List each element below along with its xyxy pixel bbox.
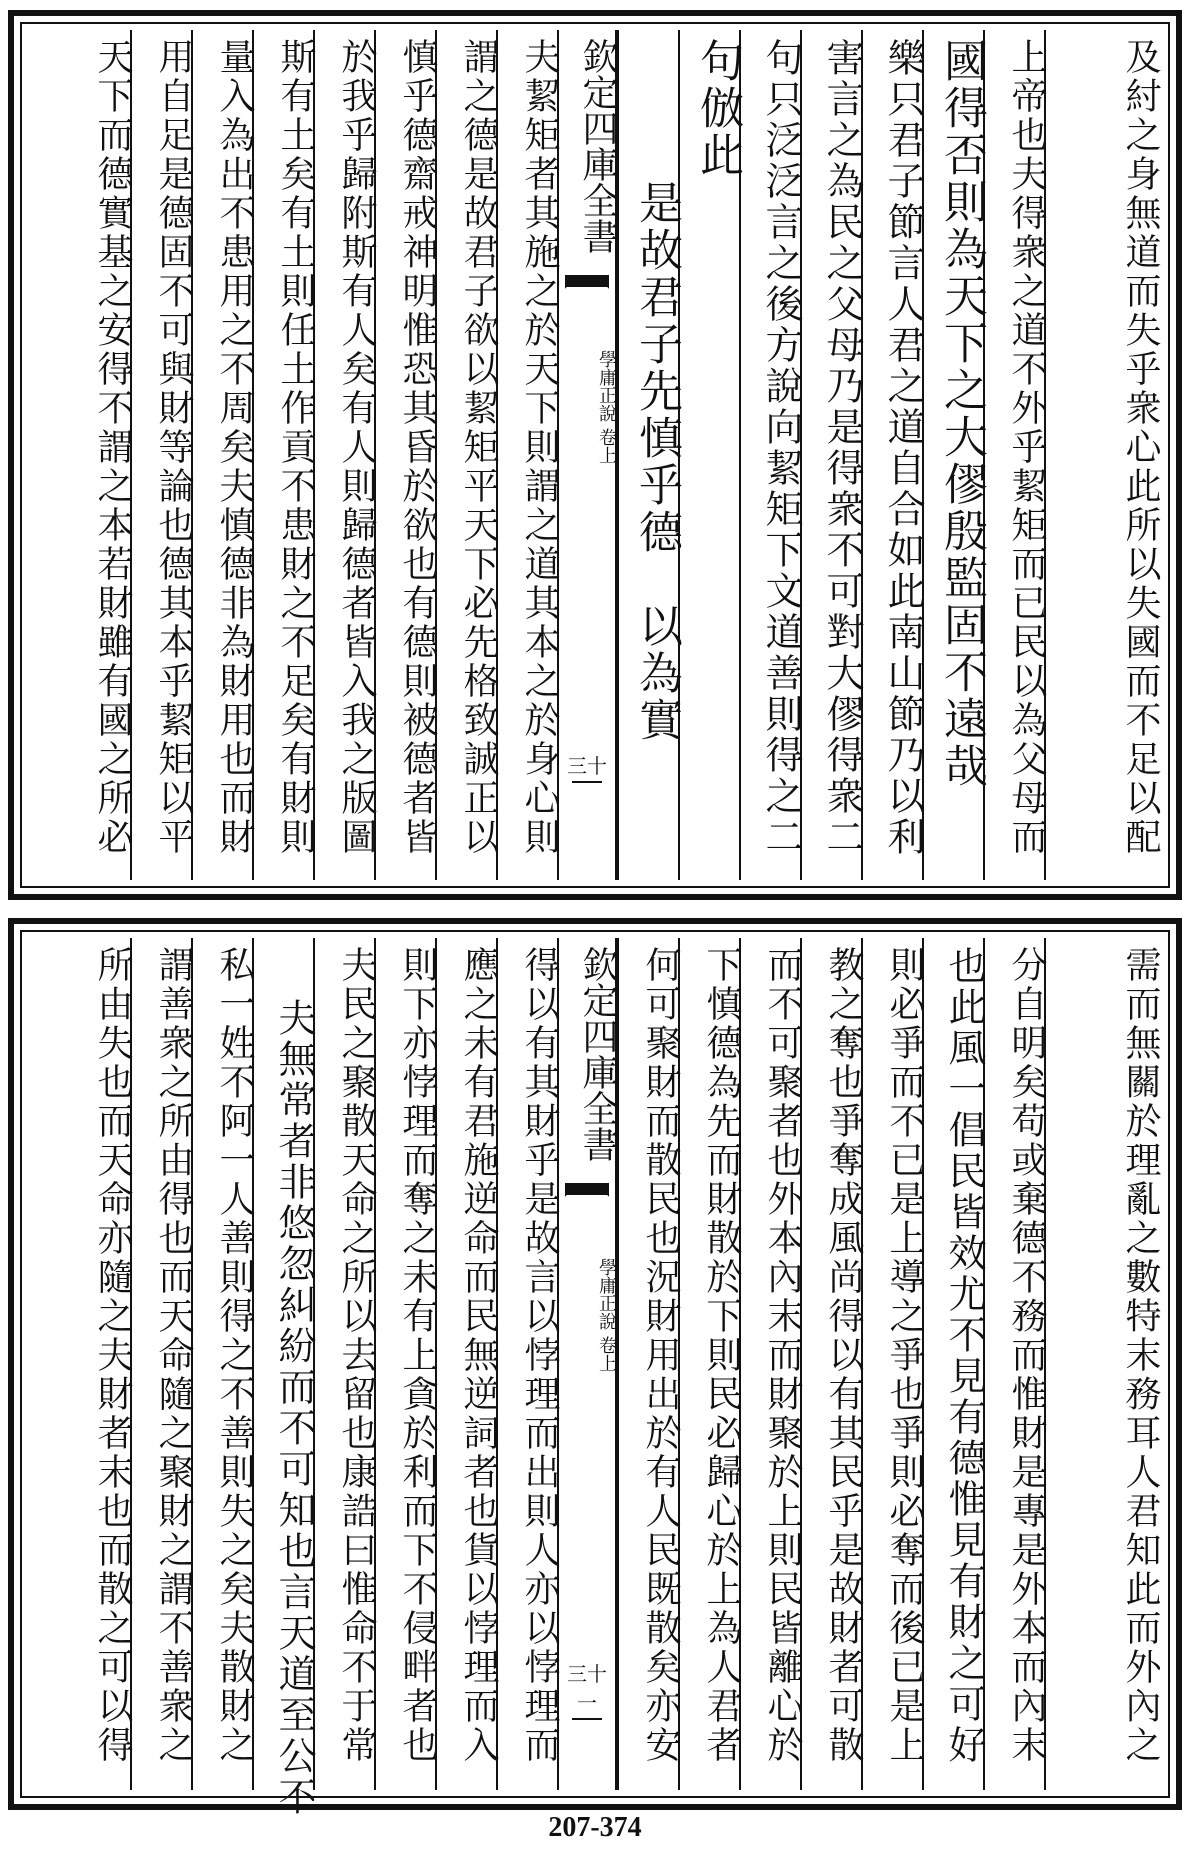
column-text: 教之奪也爭奪成風尚得以有其民乎是故財者可散 bbox=[823, 946, 864, 1765]
text-column bbox=[313, 30, 377, 880]
text-column bbox=[252, 938, 316, 1818]
text-column bbox=[1044, 938, 1161, 1790]
text-column bbox=[313, 938, 377, 1790]
text-column bbox=[922, 938, 986, 1790]
text-column bbox=[496, 30, 560, 880]
column-text: 量入為出不患用之不周矣夫慎德非為財用也而財 bbox=[214, 38, 255, 857]
column-text: 天下而德實基之安得不謂之本若財雖有國之所必 bbox=[92, 38, 133, 857]
column-text: 上帝也夫得衆之道不外乎絜矩而已民以為父母而 bbox=[1006, 38, 1047, 857]
text-column bbox=[1044, 30, 1161, 880]
leaf-number: 三十一 bbox=[559, 1658, 615, 1720]
column-text: 夫無常者非悠忽糾紛而不可知也言天道至公不 bbox=[272, 998, 316, 1818]
column-text: 需而無關於理亂之數特末務耳人君知此而外內之 bbox=[1120, 946, 1161, 1765]
upper-page bbox=[8, 10, 1182, 900]
column-text: 分自明矣苟或棄德不務而惟財是專是外本而內末 bbox=[1006, 946, 1047, 1765]
collection-title: 欽定四庫全書 bbox=[577, 38, 618, 254]
column-text: 謂之德是故君子欲以絜矩平天下必先格致誠正以 bbox=[458, 38, 499, 857]
column-text: 得以有其財乎是故言以悖理而出則人亦以悖理而 bbox=[519, 946, 560, 1765]
leaf-number: 三十 bbox=[559, 750, 615, 783]
column-text: 慎乎德齋戒神明惟恐其昏於欲也有德則被德者皆 bbox=[397, 38, 438, 857]
column-text: 害言之為民之父母乃是得衆不可對大僇得衆二 bbox=[820, 38, 864, 858]
book-title bbox=[559, 1258, 615, 1372]
text-column bbox=[191, 938, 255, 1790]
text-column bbox=[252, 30, 316, 880]
text-column bbox=[28, 938, 133, 1790]
fishtail-ornament bbox=[565, 275, 609, 301]
heading-text: 是故君子先慎乎德 以為實 bbox=[631, 180, 682, 744]
column-text: 樂只君子節言人君之道自合如此南山節乃以利 bbox=[881, 38, 925, 858]
text-column bbox=[861, 938, 925, 1790]
column-text: 也此風一倡民皆效尤不見有德惟見有財之可好 bbox=[942, 946, 986, 1766]
column-text: 下慎德為先而財散於下則民必歸心於上為人君者 bbox=[701, 946, 742, 1765]
text-column bbox=[861, 30, 925, 880]
text-column bbox=[800, 938, 864, 1790]
text-column bbox=[983, 30, 1047, 880]
column-text: 則下亦悖理而奪之未有上貪於利而下不侵畔者也 bbox=[397, 946, 438, 1765]
text-column bbox=[739, 938, 803, 1790]
column-text: 句倣此 bbox=[692, 38, 743, 179]
text-column bbox=[983, 938, 1047, 1790]
text-column bbox=[922, 30, 987, 880]
text-column bbox=[28, 30, 133, 880]
book-title bbox=[559, 350, 615, 464]
column-text: 斯有土矣有土則任土作貢不患財之不足矣有財則 bbox=[275, 38, 316, 857]
fishtail-ornament bbox=[565, 1183, 609, 1209]
text-column bbox=[678, 938, 742, 1790]
text-column bbox=[800, 30, 864, 880]
text-column bbox=[191, 30, 255, 880]
column-text: 所由失也而天命亦隨之夫財者末也而散之可以得 bbox=[92, 946, 133, 1765]
lower-page bbox=[8, 918, 1182, 1818]
column-text: 則必爭而不已是上導之爭也爭則必奪而後已是上 bbox=[884, 946, 925, 1765]
text-column bbox=[130, 30, 194, 880]
column-text: 國得否則為天下之大僇殷監固不遠哉 bbox=[936, 38, 987, 790]
book-name: 學庸正說 bbox=[596, 350, 617, 422]
column-text: 夫民之聚散天命之所以去留也康誥曰惟命不于常 bbox=[336, 946, 377, 1765]
center-fold bbox=[557, 938, 617, 1790]
column-text: 何可聚財而散民也況財用出於有人民既散矣亦安 bbox=[640, 946, 681, 1765]
lower-page-columns bbox=[28, 938, 1162, 1818]
volume-name: 卷上 bbox=[596, 428, 617, 464]
column-text: 句只泛泛言之後方說向絜矩下文道善則得之二 bbox=[759, 38, 803, 858]
heading-column bbox=[617, 30, 682, 880]
book-name: 學庸正說 bbox=[596, 1258, 617, 1330]
page-number: 207-374 bbox=[548, 1812, 642, 1843]
column-text: 用自足是德固不可與財等論也德其本乎絜矩以平 bbox=[153, 38, 194, 857]
text-column bbox=[374, 30, 438, 880]
column-text: 夫絜矩者其施之於天下則謂之道其本之於身心則 bbox=[519, 38, 560, 857]
text-column bbox=[496, 938, 560, 1790]
column-text: 於我乎歸附斯有人矣有人則歸德者皆入我之版圖 bbox=[336, 38, 377, 857]
collection-title: 欽定四庫全書 bbox=[577, 946, 618, 1162]
column-text: 謂善衆之所由得也而天命隨之聚財之謂不善衆之 bbox=[153, 946, 194, 1765]
text-column bbox=[435, 938, 499, 1790]
column-text: 應之未有君施逆命而民無逆詞者也貨以悖理而入 bbox=[458, 946, 499, 1765]
column-text: 而不可聚者也外本內末而財聚於上則民皆離心於 bbox=[762, 946, 803, 1765]
column-text: 及紂之身無道而失乎衆心此所以失國而不足以配 bbox=[1120, 38, 1161, 857]
text-column bbox=[739, 30, 803, 880]
text-column bbox=[374, 938, 438, 1790]
text-column bbox=[435, 30, 499, 880]
center-fold bbox=[557, 30, 617, 880]
column-text: 私一姓不阿一人善則得之不善則失之矣夫散財之 bbox=[214, 946, 255, 1765]
volume-name: 卷上 bbox=[596, 1336, 617, 1372]
text-column bbox=[617, 938, 681, 1790]
upper-page-columns bbox=[28, 30, 1162, 880]
text-column bbox=[130, 938, 194, 1790]
text-column bbox=[678, 30, 743, 880]
